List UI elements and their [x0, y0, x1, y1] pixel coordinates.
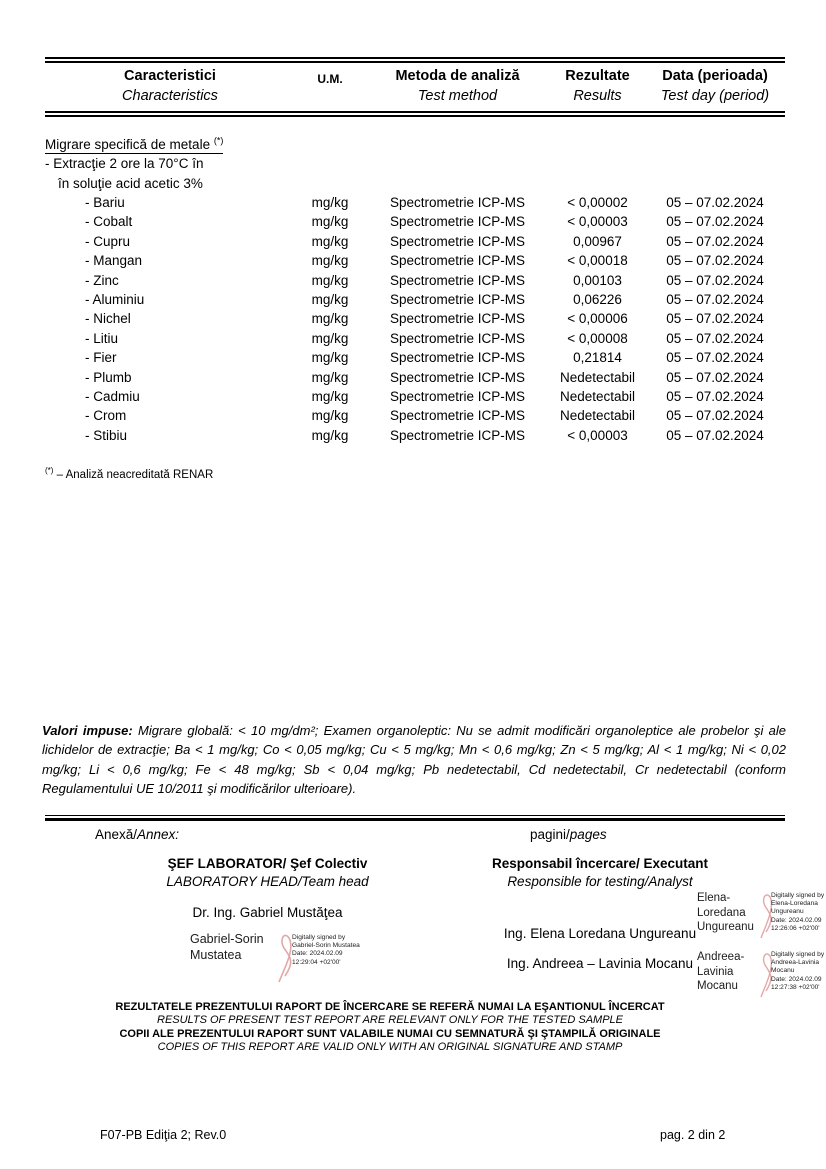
digital-signature-ungureanu: [697, 891, 826, 941]
digital-detail-line: Elena-Loredana: [771, 900, 818, 908]
digital-signer-name: [190, 931, 278, 985]
method-value: Spectrometrie ICP-MS: [389, 292, 526, 308]
unit-value: mg/kg: [311, 369, 349, 385]
digital-detail-line: Gabriel-Sorin Mustatea: [292, 942, 360, 950]
section-title: [45, 131, 785, 154]
digital-detail-line: Mocanu: [771, 967, 795, 975]
table-header-bottom-rule: [45, 111, 785, 117]
table-row: [45, 387, 785, 406]
date-value: 05 – 07.02.2024: [666, 253, 764, 269]
parameter-name: - Mangan: [85, 253, 143, 269]
digital-signer-name-line: Lavinia: [697, 965, 734, 978]
date-value: 05 – 07.02.2024: [666, 330, 764, 346]
parameter-name: - Stibiu: [85, 427, 128, 443]
table-row: [45, 271, 785, 290]
date-value: 05 – 07.02.2024: [666, 427, 764, 443]
annex-label: [95, 827, 179, 842]
result-value: 0,06226: [573, 292, 622, 308]
table-row: [45, 406, 785, 425]
col-characteristics: [45, 66, 295, 106]
lab-head-signature-block: [100, 855, 435, 920]
digital-signature-mocanu: [697, 950, 826, 1000]
table-row: [45, 290, 785, 309]
digital-detail-line: Digitally signed by: [292, 934, 346, 941]
result-value: Nedetectabil: [559, 389, 636, 405]
footnote-text: – Analiză neacreditată RENAR: [53, 468, 214, 481]
method-value: Spectrometrie ICP-MS: [389, 389, 526, 405]
date-value: 05 – 07.02.2024: [666, 292, 764, 308]
result-value: < 0,00002: [567, 195, 628, 210]
parameter-name: - Litiu: [85, 330, 119, 346]
digital-detail-line: Date: 2024.02.09: [292, 950, 343, 958]
parameter-name: - Cobalt: [85, 214, 133, 230]
unit-value: mg/kg: [311, 292, 349, 308]
digital-detail-line: Date: 2024.02.09: [771, 916, 822, 924]
parameter-name: - Nichel: [85, 311, 131, 327]
method-value: Spectrometrie ICP-MS: [389, 408, 526, 424]
col-unit-label: U.M.: [317, 72, 343, 86]
col-results-ro: Rezultate: [565, 68, 630, 84]
result-value: 0,00103: [573, 272, 622, 288]
table-row: [45, 251, 785, 270]
method-value: Spectrometrie ICP-MS: [389, 330, 526, 346]
lab-head-title-en: LABORATORY HEAD/Team head: [166, 874, 369, 889]
method-value: Spectrometrie ICP-MS: [389, 369, 526, 385]
result-value: 0,00967: [573, 233, 622, 249]
digital-detail-line: Digitally signed by: [771, 892, 825, 899]
method-value: Spectrometrie ICP-MS: [389, 427, 526, 443]
disclaimer-line4: COPIES OF THIS REPORT ARE VALID ONLY WITH AN ORIGINAL SIGNATURE AND STAMP: [157, 1041, 623, 1054]
date-value: 05 – 07.02.2024: [666, 214, 764, 230]
result-value: < 0,00003: [567, 214, 628, 230]
method-value: Spectrometrie ICP-MS: [389, 350, 526, 366]
analyst1-name: Ing. Elena Loredana Ungureanu: [503, 926, 697, 941]
report-disclaimer: [90, 1001, 690, 1055]
unit-value: mg/kg: [311, 408, 349, 424]
method-value: Spectrometrie ICP-MS: [389, 311, 526, 327]
imposed-values-lead: Valori impuse:: [42, 723, 133, 738]
digital-signature-details: [771, 891, 826, 941]
result-value: < 0,00008: [567, 330, 628, 346]
page-number: pag. 2 din 2: [660, 1128, 726, 1142]
section-title-text: Migrare specifică de metale: [45, 136, 214, 152]
digital-signature-mustatea: [190, 931, 360, 985]
method-value: Spectrometrie ICP-MS: [389, 272, 526, 288]
unit-value: mg/kg: [311, 195, 349, 210]
digital-signer-name-line: Gabriel-Sorin: [190, 932, 264, 946]
col-date-ro: Data (perioada): [662, 68, 768, 84]
section-title-footnote-mark: (*): [213, 135, 224, 145]
method-value: Spectrometrie ICP-MS: [389, 233, 526, 249]
parameter-name: - Cupru: [85, 233, 131, 249]
parameter-name: - Zinc: [85, 272, 119, 288]
method-value: Spectrometrie ICP-MS: [389, 214, 526, 230]
table-row: [45, 309, 785, 328]
table-top-rule: [45, 57, 785, 63]
result-value: 0,21814: [573, 350, 622, 366]
analyst-title-en: Responsible for testing/Analyst: [507, 874, 693, 889]
table-row: [45, 368, 785, 387]
results-table-header: [45, 57, 785, 117]
parameter-name: - Plumb: [85, 369, 132, 385]
table-row: [45, 232, 785, 251]
disclaimer-line1: REZULTATELE PREZENTULUI RAPORT DE ÎNCERCARE SE REFERĂ NUMAI LA EŞANTIONUL ÎNCERCAT: [115, 1001, 665, 1013]
result-value: Nedetectabil: [559, 408, 636, 424]
disclaimer-line2: RESULTS OF PRESENT TEST REPORT ARE RELEVANT ONLY FOR THE TESTED SAMPLE: [157, 1014, 623, 1027]
annex-label-en: Annex:: [137, 827, 180, 842]
results-section: [45, 131, 785, 445]
result-value: < 0,00003: [567, 427, 628, 443]
pages-label: [530, 827, 607, 842]
unit-value: mg/kg: [311, 350, 349, 366]
date-value: 05 – 07.02.2024: [666, 272, 764, 288]
digital-detail-line: 12:29:04 +02'00': [292, 958, 341, 966]
col-method: [365, 66, 550, 106]
col-characteristics-ro: Caracteristici: [124, 68, 216, 84]
col-results: [550, 66, 645, 106]
extraction-condition-line1: - Extracţie 2 ore la 70°C în: [45, 156, 204, 171]
extraction-condition-line2: în soluţie acid acetic 3%: [58, 175, 203, 191]
digital-signer-name-line: Mustatea: [190, 948, 242, 962]
table-row: [45, 329, 785, 348]
date-value: 05 – 07.02.2024: [666, 408, 764, 424]
digital-signer-name-line: Elena-: [697, 892, 731, 904]
result-value: < 0,00018: [567, 253, 628, 269]
method-value: Spectrometrie ICP-MS: [389, 253, 526, 269]
col-method-ro: Metoda de analiză: [395, 68, 520, 84]
digital-signer-name: [697, 891, 761, 941]
parameter-name: - Fier: [85, 350, 117, 366]
unit-value: mg/kg: [311, 233, 349, 249]
unit-value: mg/kg: [311, 272, 349, 288]
imposed-values-paragraph: [42, 721, 786, 798]
col-method-en: Test method: [417, 88, 498, 104]
col-results-en: Results: [573, 88, 622, 104]
method-value: Spectrometrie ICP-MS: [389, 195, 526, 210]
annex-divider-rule: [45, 815, 785, 821]
parameter-name: - Aluminiu: [85, 292, 145, 308]
form-code: F07-PB Ediţia 2; Rev.0: [100, 1128, 227, 1142]
date-value: 05 – 07.02.2024: [666, 350, 764, 366]
digital-detail-line: 12:26:06 +02'00': [771, 924, 820, 932]
table-row: [45, 348, 785, 367]
annex-label-ro: Anexă/: [95, 827, 138, 842]
col-date: [645, 66, 785, 106]
digital-signer-name-line: Ungureanu: [697, 921, 754, 933]
digital-signer-name: [697, 950, 761, 1000]
digital-signature-details: [771, 950, 826, 1000]
unit-value: mg/kg: [311, 427, 349, 443]
date-value: 05 – 07.02.2024: [666, 195, 764, 210]
table-row: [45, 212, 785, 231]
unit-value: mg/kg: [311, 330, 349, 346]
result-value: Nedetectabil: [559, 369, 636, 385]
renar-footnote: [45, 466, 213, 481]
footnote-mark: (*): [45, 466, 54, 475]
analyst2-name: Ing. Andreea – Lavinia Mocanu: [506, 956, 694, 971]
lab-head-name: Dr. Ing. Gabriel Mustăţea: [192, 905, 343, 920]
digital-signer-name-line: Mocanu: [697, 980, 738, 992]
digital-signature-details: [292, 931, 360, 985]
date-value: 05 – 07.02.2024: [666, 233, 764, 249]
pages-label-ro: pagini/: [530, 827, 570, 842]
parameter-name: - Crom: [85, 408, 127, 424]
col-characteristics-en: Characteristics: [122, 88, 218, 104]
digital-detail-line: Digitally signed by: [771, 951, 825, 958]
unit-value: mg/kg: [311, 214, 349, 230]
unit-value: mg/kg: [311, 253, 349, 269]
imposed-values-body: Migrare globală: < 10 mg/dm²; Examen organoleptic: Nu se admit modificări organoleptice ale probelor şi ale lichidelor de extracţie; Ba < 1 mg/kg; Co < 0,05 mg/kg; Cu < 5 mg/kg; Mn < 0,6 mg/kg; Zn < 5 mg/kg; Al < 1 mg/kg; Ni < 0,02 mg/kg; Li < 0,6 mg/kg; Fe < 48 mg/kg; Sb < 0,04 mg/kg; Pb nedetectabil, Cd nedetectabil, Cr nedetectabil (conform Regulamentului UE 10/2011 şi modificărilor ulterioare).: [42, 723, 786, 796]
col-unit: [295, 66, 365, 106]
disclaimer-line3: COPII ALE PREZENTULUI RAPORT SUNT VALABILE NUMAI CU SEMNATURĂ ŞI ŞTAMPILĂ ORIGINALE: [119, 1027, 661, 1040]
digital-detail-line: Andreea-Lavinia: [771, 959, 820, 967]
pages-label-en: pages: [569, 827, 607, 842]
lab-head-title-ro: ŞEF LABORATOR/ Şef Colectiv: [167, 856, 368, 871]
unit-value: mg/kg: [311, 389, 349, 405]
digital-detail-line: Ungureanu: [771, 908, 804, 916]
table-row: [45, 426, 785, 445]
parameter-name: - Cadmiu: [85, 389, 140, 405]
digital-detail-line: 12:27:38 +02'00': [771, 983, 820, 991]
unit-value: mg/kg: [311, 311, 349, 327]
date-value: 05 – 07.02.2024: [666, 369, 764, 385]
digital-signer-name-line: Andreea-: [697, 951, 745, 963]
table-row: [45, 193, 785, 212]
digital-detail-line: Date: 2024.02.09: [771, 975, 822, 983]
result-value: < 0,00006: [567, 311, 628, 327]
parameter-name: - Bariu: [85, 195, 125, 210]
analyst-title-ro: Responsabil încercare/ Executant: [491, 856, 709, 871]
digital-signer-name-line: Loredana: [697, 906, 746, 919]
col-date-en: Test day (period): [660, 88, 770, 104]
date-value: 05 – 07.02.2024: [666, 311, 764, 327]
date-value: 05 – 07.02.2024: [666, 389, 764, 405]
